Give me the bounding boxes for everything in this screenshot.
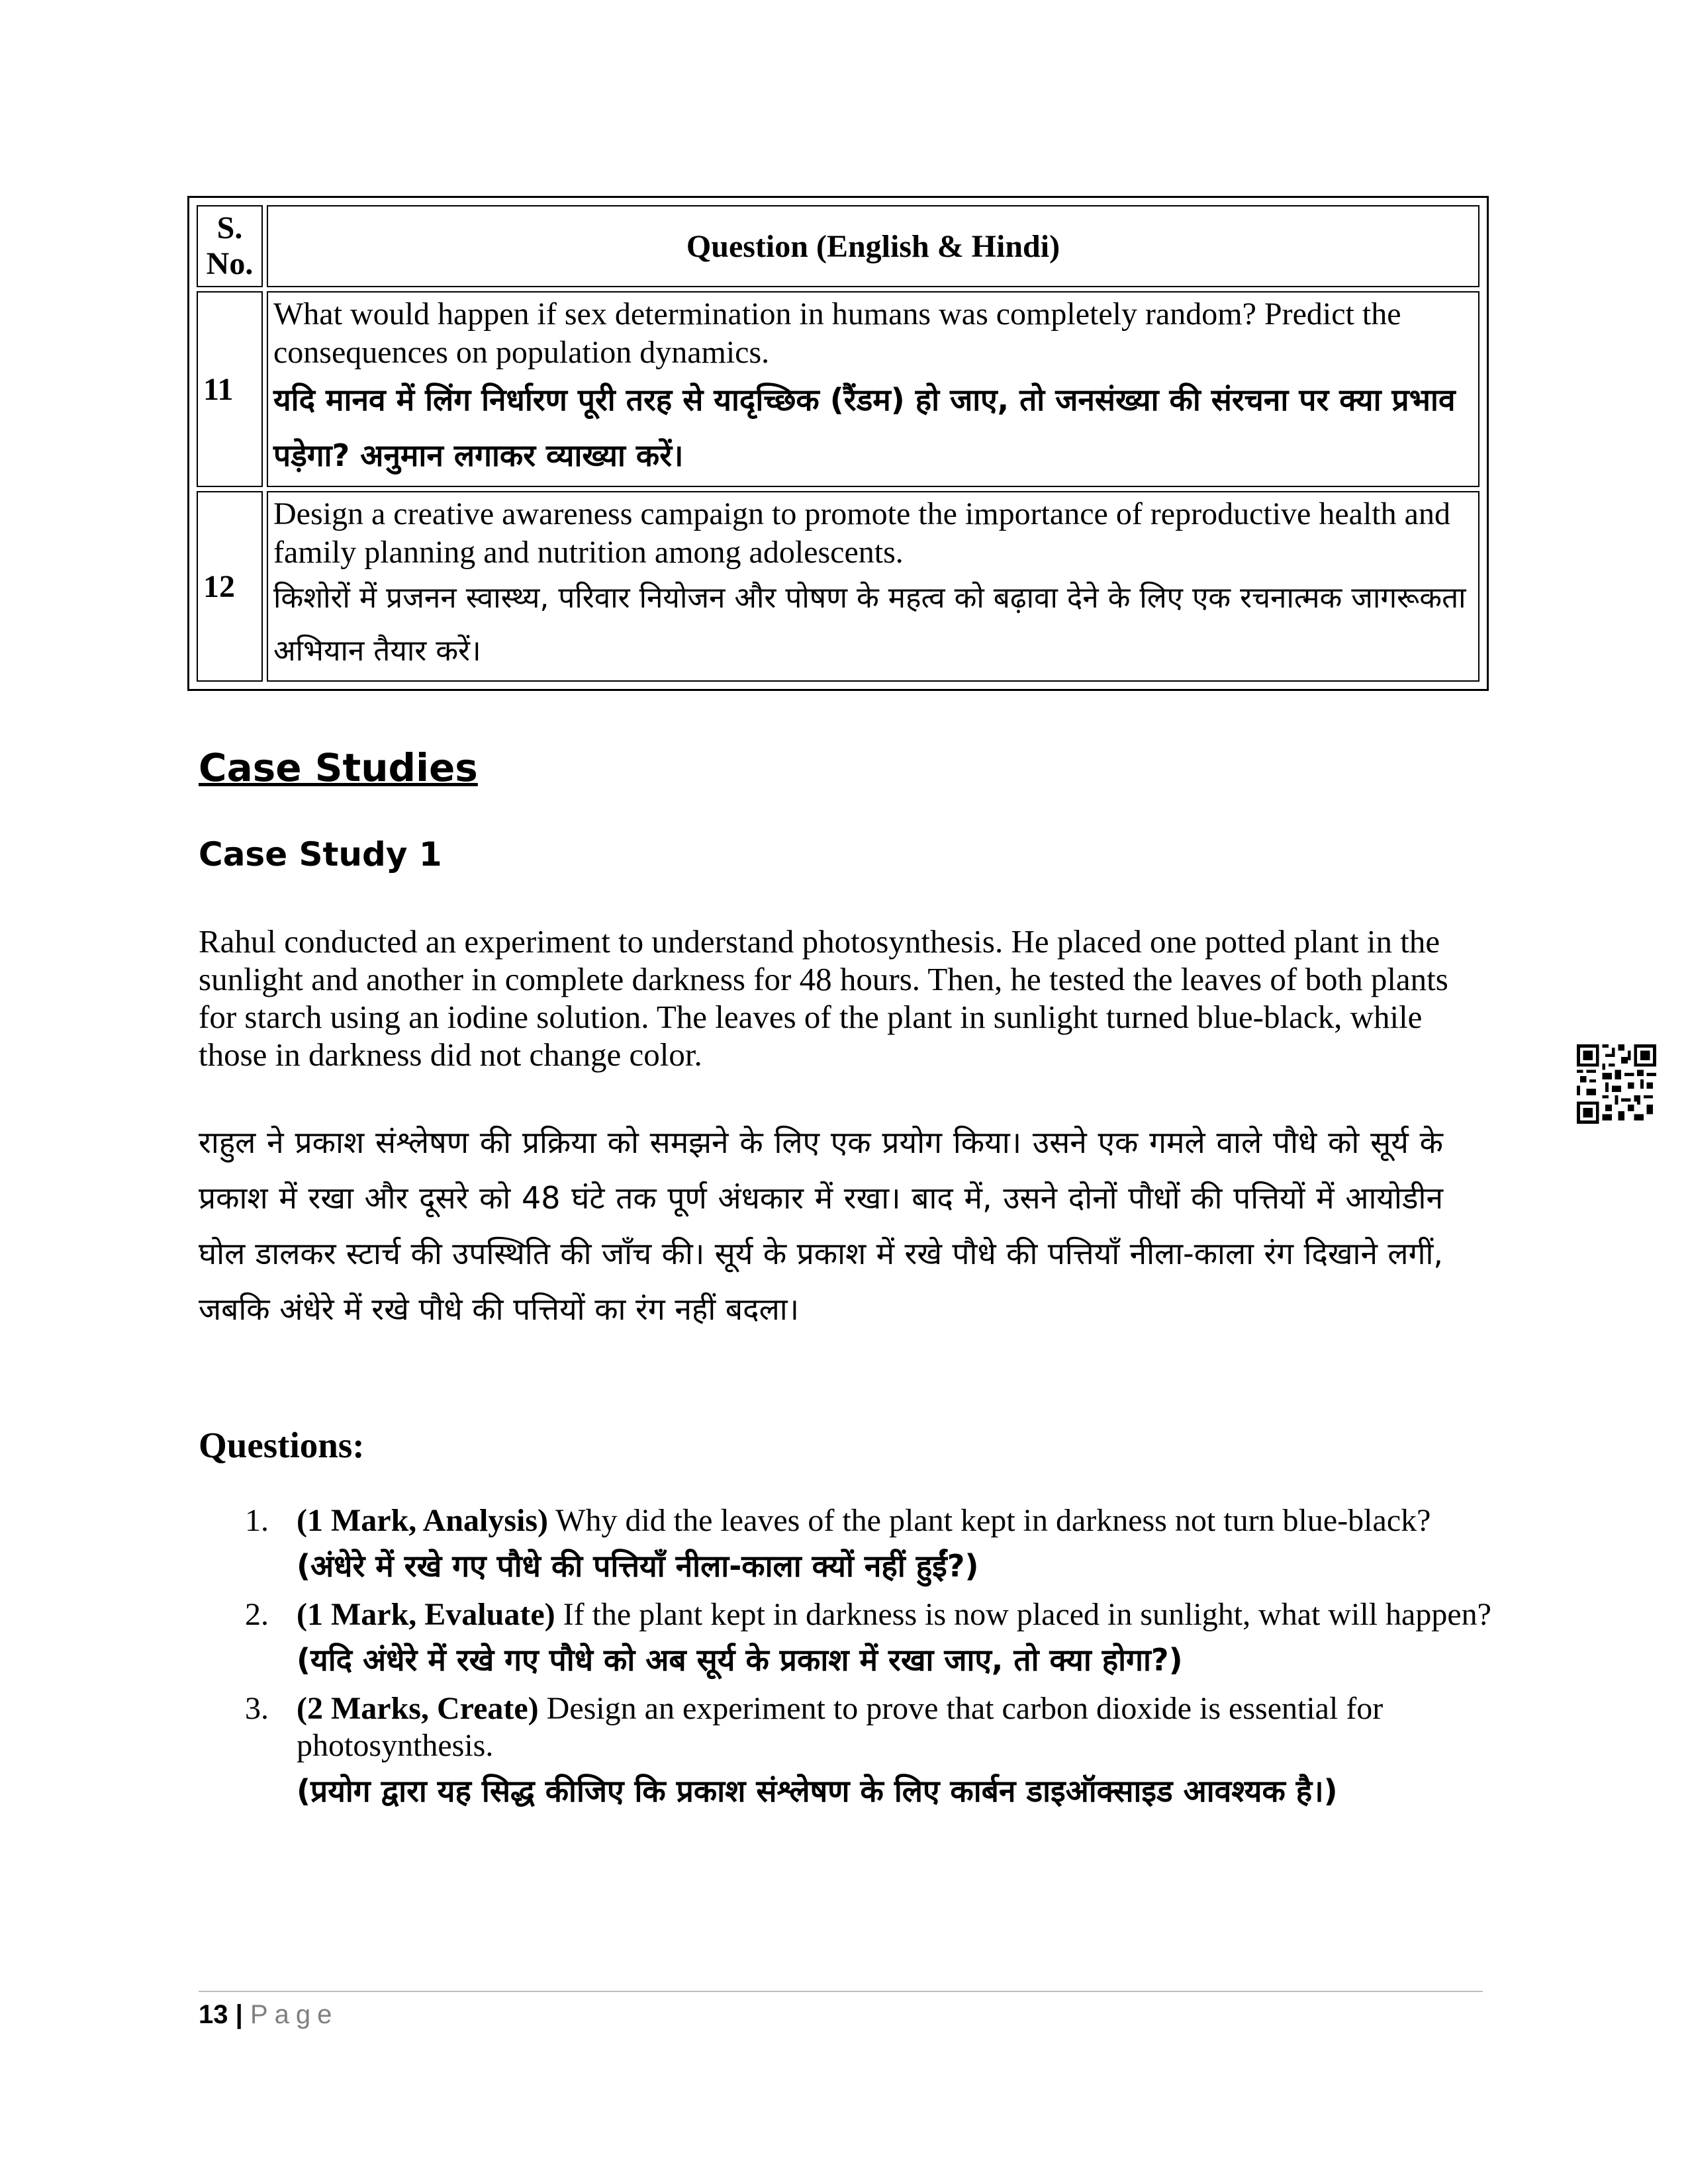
question-hindi: यदि मानव में लिंग निर्धारण पूरी तरह से यादृच्छिक (रैंडम) हो जाए, तो जनसंख्या की संरचना पर क्या प्रभाव पड़ेगा? अनुमान लगाकर व्याख्या करें। bbox=[273, 382, 1456, 473]
page-label: Page bbox=[250, 2000, 339, 2029]
list-item bbox=[245, 1502, 1496, 1592]
question-number: 2. bbox=[245, 1597, 269, 1632]
page-footer bbox=[199, 2000, 338, 2030]
question-hindi: (यदि अंधेरे में रखे गए पौधे को अब सूर्य के प्रकाश में रखा जाए, तो क्या होगा?) bbox=[297, 1642, 1183, 1678]
question-english: What would happen if sex determination in humans was completely random? Predict the consequences on population dynamics. bbox=[273, 296, 1401, 370]
table-row bbox=[197, 291, 1479, 487]
row-number: 12 bbox=[197, 491, 263, 682]
row-number: 11 bbox=[197, 291, 263, 487]
question-number: 1. bbox=[245, 1503, 269, 1538]
footer-separator: | bbox=[235, 2000, 243, 2029]
question-tag: (2 Marks, Create) bbox=[297, 1691, 539, 1726]
page-number: 13 bbox=[199, 2000, 228, 2029]
header-sno: S. No. bbox=[197, 205, 263, 287]
section-title: Case Studies bbox=[199, 745, 478, 790]
header-question: Question (English & Hindi) bbox=[267, 205, 1479, 287]
list-item bbox=[245, 1596, 1496, 1686]
question-tag: (1 Mark, Analysis) bbox=[297, 1503, 549, 1538]
question-hindi: (अंधेरे में रखे गए पौधे की पत्तियाँ नीला-काला क्यों नहीं हुईं?) bbox=[297, 1548, 979, 1584]
footer-divider bbox=[199, 1991, 1483, 1992]
question-hindi: किशोरों में प्रजनन स्वास्थ्य, परिवार नियोजन और पोषण के महत्व को बढ़ावा देने के लिए एक रचनात्मक जागरूकता अभियान तैयार करें। bbox=[273, 581, 1466, 668]
questions-title: Questions: bbox=[199, 1425, 365, 1465]
question-english: Design a creative awareness campaign to promote the importance of reproductive health and family planning and nutrition among adolescents. bbox=[273, 496, 1450, 570]
question-hindi: (प्रयोग द्वारा यह सिद्ध कीजिए कि प्रकाश संश्लेषण के लिए कार्बन डाइऑक्साइड आवश्यक है।) bbox=[297, 1773, 1338, 1809]
question-english: Design an experiment to prove that carbon dioxide is essential for photosynthesis. bbox=[297, 1691, 1383, 1763]
question-english: If the plant kept in darkness is now placed in sunlight, what will happen? bbox=[555, 1597, 1491, 1632]
case-study-paragraph-english: Rahul conducted an experiment to understand photosynthesis. He placed one potted plant in the sunlight and another in complete darkness for 48 hours. Then, he tested the leaves of both plants for starch using an iodine solution. The leaves of the plant in sunlight turned blue-black, while those in darkness did not change color. bbox=[199, 923, 1448, 1073]
case-study-paragraph-hindi: राहुल ने प्रकाश संश्लेषण की प्रक्रिया को समझने के लिए एक प्रयोग किया। उसने एक गमले वाले पौधे को सूर्य के प्रकाश में रखा और दूसरे को 48 घंटे तक पूर्ण अंधकार में रखा। बाद में, उसने दोनों पौधों की पत्तियों में आयोडीन घोल डालकर स्टार्च की उपस्थिति की जाँच की। सूर्य के प्रकाश में रखे पौधे की पत्तियाँ नीला-काला रंग दिखाने लगीं, जबकि अंधेरे में रखे पौधे की पत्तियों का रंग नहीं बदला। bbox=[199, 1124, 1443, 1327]
row-question bbox=[267, 291, 1479, 487]
table-header-row bbox=[197, 205, 1479, 287]
case-study-title: Case Study 1 bbox=[199, 835, 442, 874]
question-number: 3. bbox=[245, 1691, 269, 1726]
questions-list bbox=[245, 1502, 1496, 1821]
qr-code-icon[interactable] bbox=[1577, 1044, 1656, 1124]
list-item bbox=[245, 1690, 1496, 1817]
question-table bbox=[187, 196, 1489, 691]
question-english: Why did the leaves of the plant kept in darkness not turn blue-black? bbox=[548, 1503, 1431, 1538]
row-question bbox=[267, 491, 1479, 682]
table-row bbox=[197, 491, 1479, 682]
question-tag: (1 Mark, Evaluate) bbox=[297, 1597, 555, 1632]
